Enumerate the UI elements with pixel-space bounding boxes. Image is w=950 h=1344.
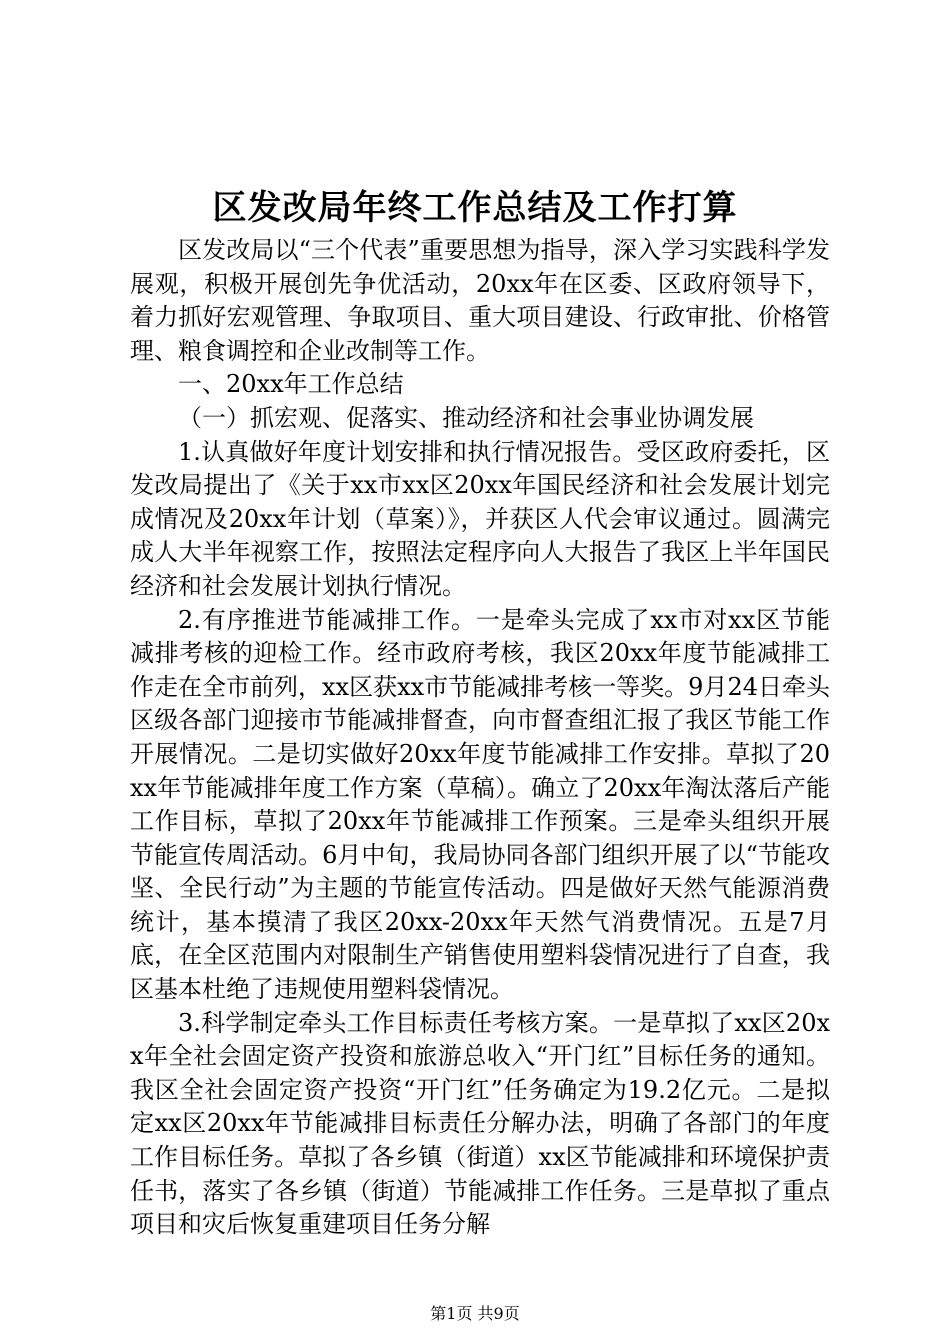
paragraph-item-2: 2.有序推进节能减排工作。一是牵头完成了xx市对xx区节能减排考核的迎检工作。经市政府考核，我区20xx年度节能减排工作走在全市前列，xx区获xx市节能减排考核一等奖。9月24日牵头区级各部门迎接市节能减排督查，向市督查组汇报了我区节能工作开展情况。二是切实做好20xx年度节能减排工作安排。草拟了20xx年节能减排年度工作方案（草稿）。确立了20xx年淘汰落后产能工作目标，草拟了20xx年节能减排工作预案。三是牵头组织开展节能宣传周活动。6月中旬，我局协同各部门组织开展了以“节能攻坚、全民行动”为主题的节能宣传活动。四是做好天然气能源消费统计，基本摸清了我区20xx-20xx年天然气消费情况。五是7月底，在全区范围内对限制生产销售使用塑料袋情况进行了自查，我区基本杜绝了违规使用塑料袋情况。 [130, 605, 830, 1004]
subsection-heading: （一）抓宏观、促落实、推动经济和社会事业协调发展 [178, 403, 754, 432]
paragraph-item-1: 1.认真做好年度计划安排和执行情况报告。受区政府委托，区发改局提出了《关于xx市xx区20xx年国民经济和社会发展计划完成情况及20xx年计划（草案）》，并获区人代会审议通过。圆满完成人大半年视察工作，按照法定程序向人大报告了我区上半年国民经济和社会发展计划执行情况。 [130, 437, 830, 600]
paragraph-intro: 区发改局以“三个代表”重要思想为指导，深入学习实践科学发展观，积极开展创先争优活动，20xx年在区委、区政府领导下，着力抓好宏观管理、争取项目、重大项目建设、行政审批、价格管理、粮食调控和企业改制等工作。 [130, 236, 830, 365]
section-heading: 一、20xx年工作总结 [178, 370, 404, 399]
page-number: 第1页 共9页 [430, 1304, 520, 1323]
document-body [130, 234, 830, 1242]
paragraph-item-3: 3.科学制定牵头工作目标责任考核方案。一是草拟了xx区20xx年全社会固定资产投资和旅游总收入“开门红”目标任务的通知。我区全社会固定资产投资“开门红”任务确定为19.2亿元。二是拟定xx区20xx年节能减排目标责任分解办法，明确了各部门的年度工作目标任务。草拟了各乡镇（街道）xx区节能减排和环境保护责任书，落实了各乡镇（街道）节能减排工作任务。三是草拟了重点项目和灾后恢复重建项目任务分解 [130, 1008, 830, 1239]
document-title: 区发改局年终工作总结及工作打算 [212, 188, 738, 228]
